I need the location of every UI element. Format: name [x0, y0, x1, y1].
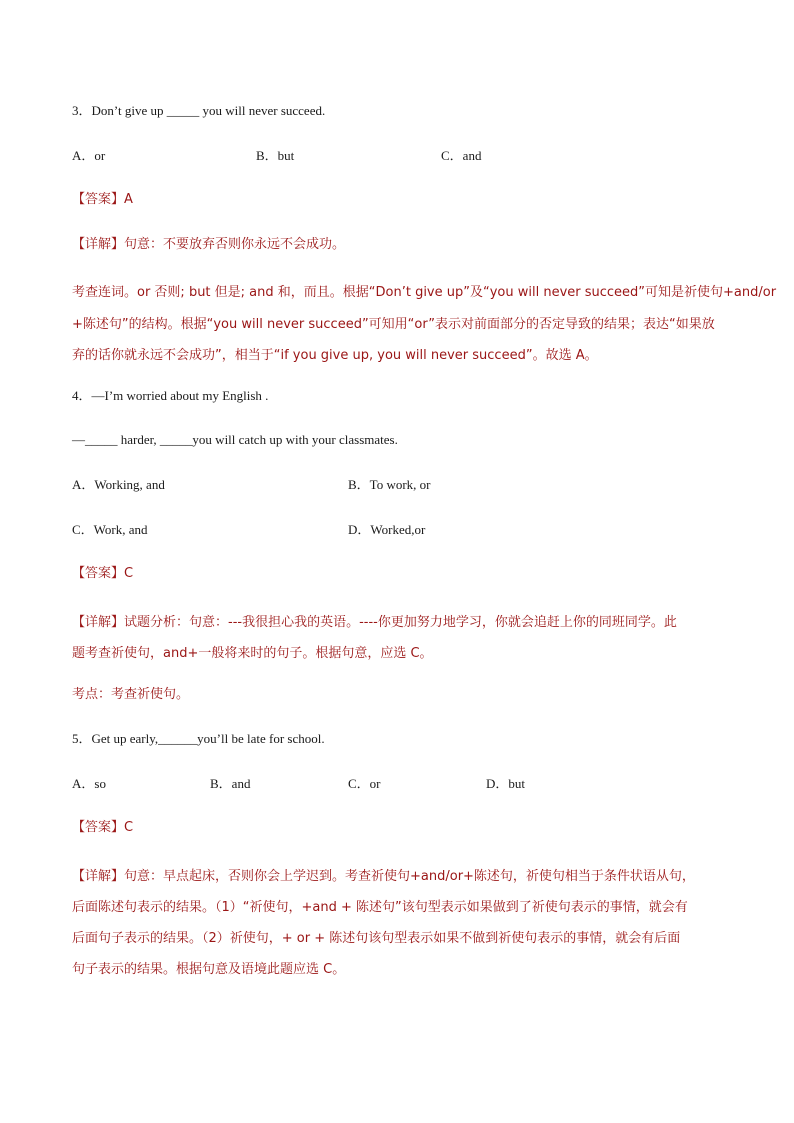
q5-option-c: C．or [348, 776, 381, 791]
q3-explain-line: +陈述句”的结构。根据“you will never succeed”可知用“or”表示对前面部分的否定导致的结果；表达“如果放 [72, 317, 715, 332]
q3-stem: 3．Don’t give up _____ you will never succeed. [72, 103, 326, 118]
q4-answer: C [124, 566, 134, 581]
q5-answer-row [72, 820, 133, 836]
answer-tag: 【答案】 [72, 566, 125, 581]
q5-detail-line-2: 后面陈述句表示的结果。（1）“祈使句，+and + 陈述句”该句型表示如果做到了祈使句表示的事情，就会有 [72, 900, 688, 915]
q3-explain-line: 考查连词。or 否则; but 但是; and 和，而且。根据“Don’t give up”及“you will never succeed”可知是祈使句+and/or [72, 285, 777, 300]
q5-option-b: B．and [210, 776, 251, 791]
q3-answer: A [124, 192, 133, 207]
q5-detail-line-3: 后面句子表示的结果。（2）祈使句，+ or + 陈述句该句型表示如果不做到祈使句表示的事情，就会有后面 [72, 931, 681, 946]
q4-detail-line-2: 题考查祈使句，and+一般将来时的句子。根据句意，应选 C。 [72, 646, 433, 661]
q4-stem-2: —_____ harder, _____you will catch up with your classmates. [72, 432, 398, 447]
q3-detail-row [72, 237, 345, 253]
detail-tag: 【详解】 [72, 869, 125, 884]
q4-point: 考点：考查祈使句。 [72, 687, 190, 702]
q3-option-a: A．or [72, 148, 106, 163]
q5-detail-line-4: 句子表示的结果。根据句意及语境此题应选 C。 [72, 962, 346, 977]
detail-tag: 【详解】 [72, 237, 125, 252]
q4-detail-line-1: 【详解】试题分析：句意：---我很担心我的英语。----你更加努力地学习，你就会追赶上你的同班同学。此 [72, 615, 677, 630]
q5-option-d: D．but [486, 776, 526, 791]
answer-tag: 【答案】 [72, 192, 125, 207]
q5-answer: C [124, 820, 134, 835]
q4-stem: 4．—I’m worried about my English . [72, 388, 269, 403]
q3-option-c: C．and [441, 148, 482, 163]
answer-tag: 【答案】 [72, 820, 125, 835]
q4-option-a: A．Working, and [72, 477, 165, 492]
q4-option-c: C．Work, and [72, 522, 148, 537]
q3-detail: 句意：不要放弃否则你永远不会成功。 [124, 237, 346, 252]
q3-explain-line: 弃的话你就永远不会成功”，相当于“if you give up, you will never succeed”。故选 A。 [72, 348, 598, 363]
q5-detail-line-1: 【详解】句意：早点起床，否则你会上学迟到。考查祈使句+and/or+陈述句，祈使句相当于条件状语从句， [72, 869, 695, 884]
q3-option-b: B．but [256, 148, 295, 163]
q5-option-a: A．so [72, 776, 106, 791]
detail-tag: 【详解】 [72, 615, 125, 630]
q5-stem: 5．Get up early,______you’ll be late for school. [72, 731, 325, 746]
q4-option-b: B．To work, or [348, 477, 431, 492]
q3-answer-row [72, 192, 133, 208]
q4-option-d: D．Worked,or [348, 522, 426, 537]
q4-answer-row [72, 566, 133, 582]
